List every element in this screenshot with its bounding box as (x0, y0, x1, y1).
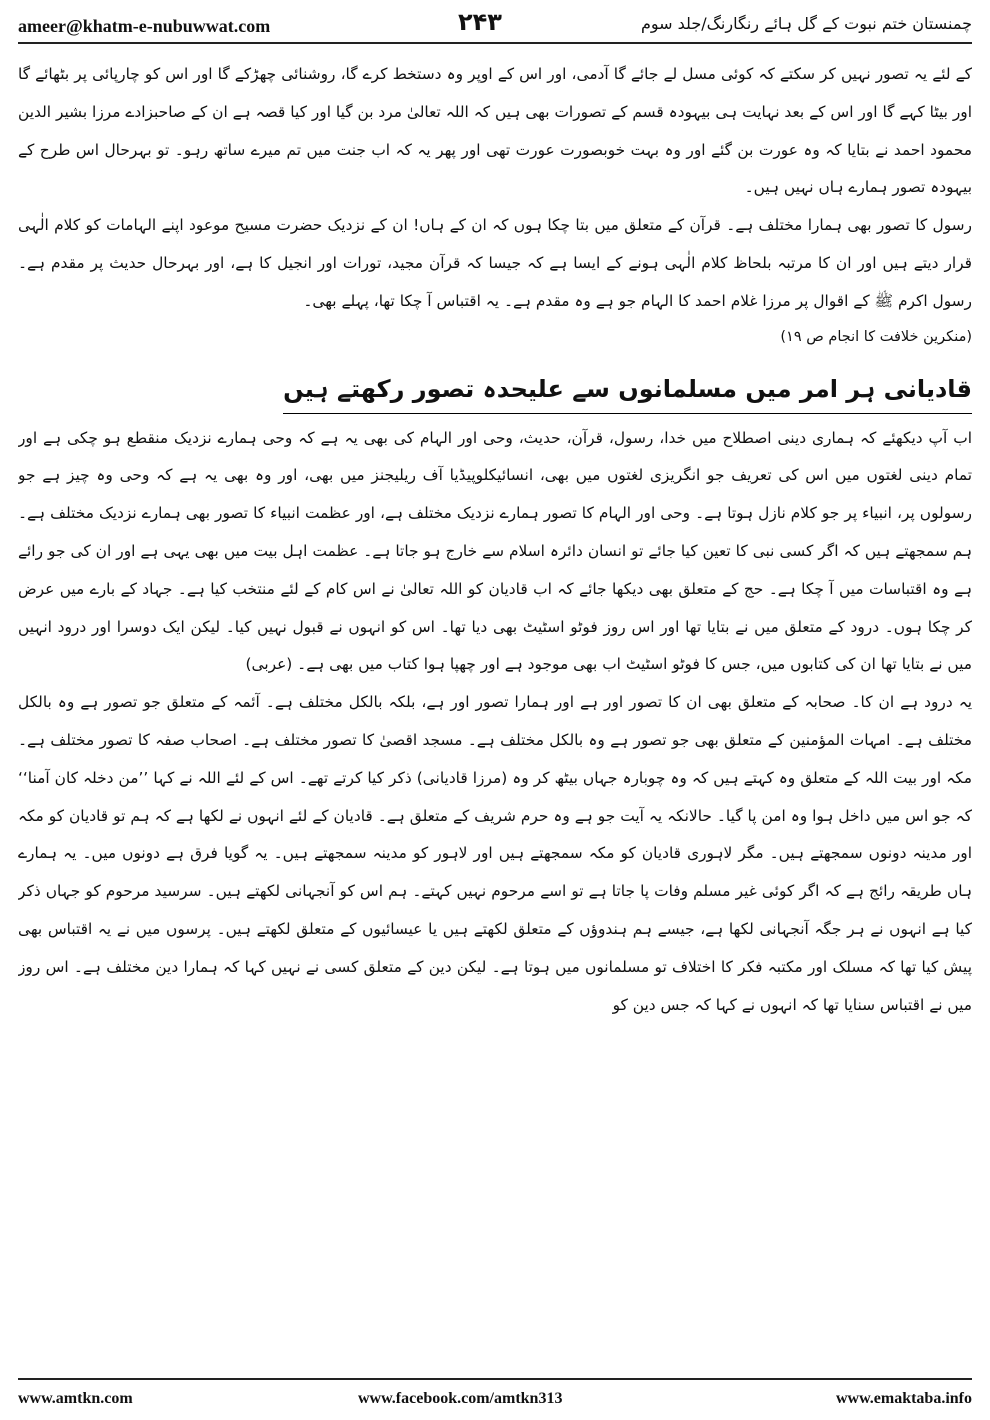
paragraph-4: یہ درود ہے ان کا۔ صحابہ کے متعلق بھی ان کا تصور اور ہے اور ہمارا تصور اور ہے، بلکہ بالکل مختلف ہے۔ آئمہ کے متعلق جو تصور ہے وہ بالکل مختلف ہے۔ امہات المؤمنین کے متعلق بھی جو تصور ہے وہ بالکل مختلف ہے۔ مسجد اقصیٰ کا تصور مختلف ہے۔ اصحاب صفہ کا تصور مختلف ہے۔ مکہ اور بیت اللہ کے متعلق وہ کہتے ہیں کہ وہ چوبارہ جہاں بیٹھ کر وہ (مرزا قادیانی) ذکر کیا کرتے تھے۔ اس کے لئے اللہ نے کہا ’’من دخلہ کان آمنا‘‘ کہ جو اس میں داخل ہوا وہ امن پا گیا۔ حالانکہ یہ آیت جو ہے وہ حرم شریف کے متعلق ہے۔ قادیان کے لئے انہوں نے لکھا ہے کہ ہم تو قادیان کو مکہ اور مدینہ دونوں سمجھتے ہیں۔ مگر لاہوری قادیان کو مکہ سمجھتے ہیں اور لاہور کو مدینہ سمجھتے ہیں۔ یہ گویا فرق ہے دونوں میں۔ یہ ہمارے ہاں طریقہ رائج ہے کہ اگر کوئی غیر مسلم وفات پا جاتا ہے تو اسے مرحوم نہیں کہتے۔ ہم اس کو آنجہانی لکھتے ہیں۔ سرسید مرحوم کو جہاں ذکر کیا ہے انہوں نے ہر جگہ آنجہانی لکھا ہے، جیسے ہم ہندوؤں کے متعلق لکھتے ہیں یا عیسائیوں کے متعلق لکھتے ہیں۔ پرسوں میں نے یہ اقتباس بھی پیش کیا تھا کہ مسلک اور مکتبہ فکر کا اختلاف تو مسلمانوں میں ہوتا ہے۔ لیکن دین کے متعلق کسی نے نہیں کہا کہ ہمارا دین مختلف ہے۔ اس روز میں نے اقتباس سنایا تھا کہ انہوں نے کہا کہ جس دین کو (18, 693, 972, 1014)
section-heading: قادیانی ہر امر میں مسلمانوں سے علیحدہ تصور رکھتے ہیں (283, 367, 972, 414)
page-header (18, 6, 972, 44)
footer-website-1[interactable]: www.amtkn.com (18, 1390, 133, 1407)
citation: (منکرین خلافت کا انجام ص ۱۹) (780, 328, 972, 345)
paragraph-1: کے لئے یہ تصور نہیں کر سکتے کہ کوئی مسل لے جائے گا آدمی، اور اس کے اوپر وہ دستخط کرے گا، روشنائی چھڑکے گا اور اس کو چارپائی پر بٹھائے گا اور بیٹا کہے گا اور اس کے بعد نہایت ہی بیہودہ قسم کے تصورات بھی ہیں کہ اللہ تعالیٰ مرد بن گیا اور کیا قصہ ہے ان کے صاحبزادے مرزا بشیر الدین محمود احمد نے بتایا کہ وہ عورت بن گئے اور وہ بہت خوبصورت عورت تھی اور پھر یہ کہ اب جنت میں تم میرے ساتھ رہو۔ تو بہرحال اس طرح کے بیہودہ تصور ہمارے ہاں نہیں ہیں۔ (18, 65, 972, 197)
footer-website-2[interactable]: www.facebook.com/amtkn313 (358, 1390, 563, 1407)
section-heading-wrap (18, 367, 972, 416)
page-footer (18, 1378, 972, 1420)
footer-website-3[interactable]: www.emaktaba.info (835, 1390, 972, 1407)
paragraph-2: رسول کا تصور بھی ہمارا مختلف ہے۔ قرآن کے متعلق میں بتا چکا ہوں کہ ان کے ہاں! ان کے نزدیک حضرت مسیح موعود اپنے الہامات کو کلام الٰہی قرار دیتے ہیں اور ان کا مرتبہ بلحاظ کلام الٰہی ہونے کے ایسا ہے کہ جیسا کہ قرآن مجید، تورات اور انجیل کا ہے، اور بہرحال حدیث پر مقدم ہے۔ رسول اکرم ﷺ کے اقوال پر مرزا غلام احمد کا الہام جو ہے وہ مقدم ہے۔ یہ اقتباس آ چکا تھا، پہلے بھی۔ (18, 216, 972, 310)
paragraph-3: اب آپ دیکھئے کہ ہماری دینی اصطلاح میں خدا، رسول، قرآن، حدیث، وحی اور الہام کی بھی یہ ہے کہ وحی ہمارے نزدیک منقطع ہو چکی ہے اور تمام دینی لغتوں میں اس کی تعریف جو انگریزی لغتوں میں بھی، انسائیکلوپیڈیا آف ریلیجنز میں بھی، اور وہ بھی یہ ہے کہ وحی وہ چیز ہے جو رسولوں پر، انبیاء پر جو کلام نازل ہوتا ہے۔ وحی اور الہام کا تصور ہمارے نزدیک مختلف ہے، اور عظمت انبیاء کا تصور بھی ہمارے نزدیک مختلف ہے۔ ہم سمجھتے ہیں کہ اگر کسی نبی کا تعین کیا جائے تو انسان دائرہ اسلام سے خارج ہو جاتا ہے۔ عظمت اہل بیت میں بھی یہی ہے اور ان کی جو رائے ہے وہ اقتباسات میں آ چکا ہے۔ حج کے متعلق بھی دیکھا جائے کہ اب قادیان کو اللہ تعالیٰ نے اس کام کے لئے منتخب کیا ہے۔ جہاد کے بارے میں عرض کر چکا ہوں۔ درود کے متعلق میں نے بتایا تھا اور اس روز فوٹو اسٹیٹ بھی دیا تھا۔ اس کو انہوں نے قبول نہیں کیا۔ لیکن ایک دوسرا اور درود انہیں میں نے بتایا تھا ان کی کتابوں میں، جس کا فوٹو اسٹیٹ اب بھی موجود ہے اور چھپا ہوا کتاب میں بھی ہے۔ (عربی) (18, 428, 972, 674)
header-email: ameer@khatm-e-nubuwwat.com (18, 16, 271, 36)
page-number: ۲۴۳ (458, 8, 502, 36)
book-title: چمنستان ختم نبوت کے گل ہائے رنگارنگ/جلد سوم (640, 14, 972, 33)
page-body (18, 56, 972, 1374)
